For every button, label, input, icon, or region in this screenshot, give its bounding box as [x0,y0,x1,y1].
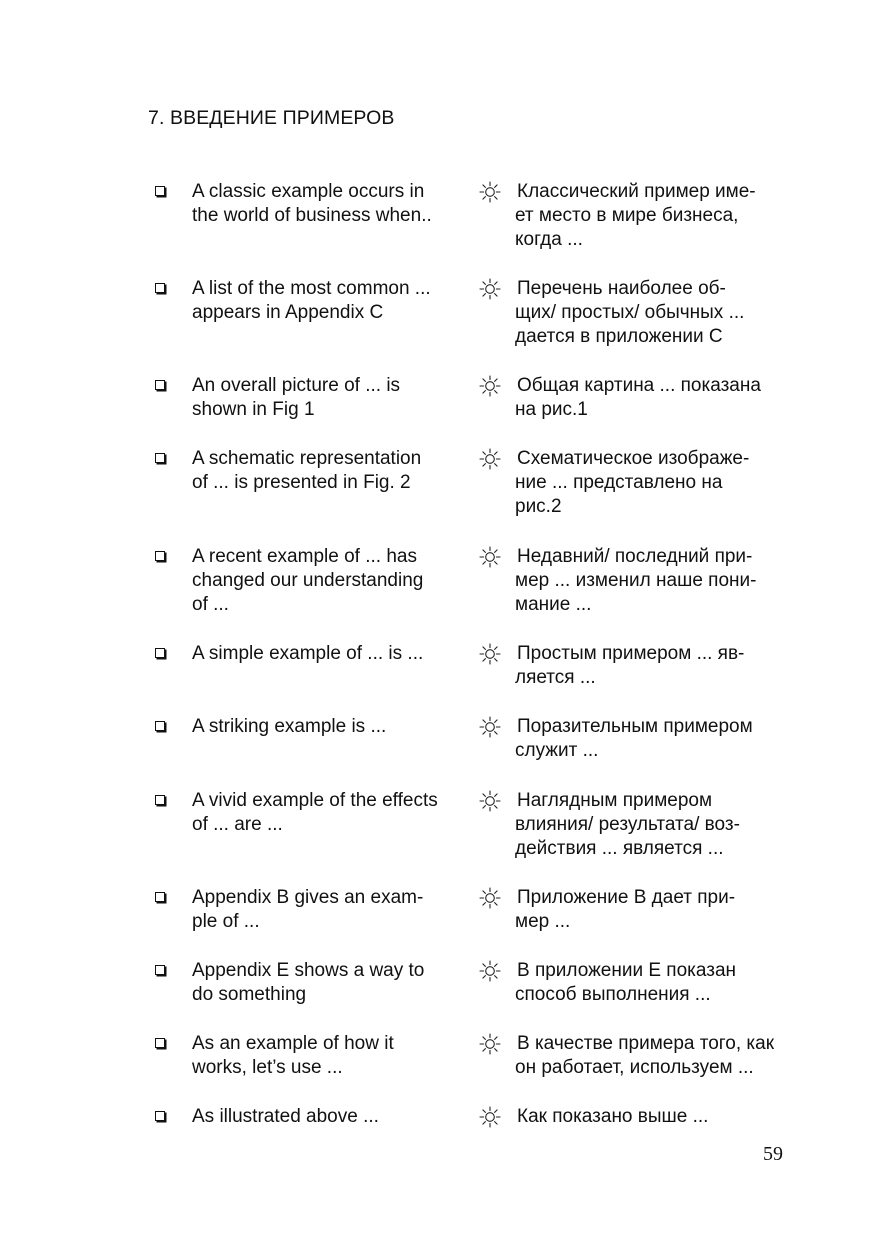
russian-translation-line: влияния/ результата/ воз- [515,814,740,835]
english-phrase-line: shown in Fig 1 [192,399,315,420]
checkbox-bullet-icon [155,380,165,390]
english-phrase-line: A schematic representation [192,448,422,469]
russian-translation-line: мание ... [515,594,592,615]
checkbox-bullet-icon [155,283,165,293]
russian-translation-line: дается в приложении С [515,326,723,347]
russian-translation [516,447,806,519]
english-phrase-line: Appendix B gives an exam- [192,887,424,908]
page-title: 7. ВВЕДЕНИЕ ПРИМЕРОВ [148,107,395,129]
english-phrase-line: A classic example occurs in [192,181,425,202]
russian-translation-line: он работает, используем ... [515,1057,754,1078]
page-number: 59 [763,1143,783,1165]
russian-translation-line: Классический пример име- [517,181,756,202]
english-phrase-line: As illustrated above ... [192,1106,379,1127]
sun-bullet-icon [479,960,501,982]
english-phrase-line: A recent example of ... has [192,546,417,567]
english-phrase-line: A simple example of ... is ... [192,643,424,664]
english-phrase-line: the world of business when.. [192,205,432,226]
russian-translation [516,642,806,690]
english-phrase-line: ple of ... [192,911,260,932]
russian-translation-line: мер ... изменил наше пони- [515,570,757,591]
russian-translation-line: Общая картина ... показана [517,375,761,396]
english-phrase-line: appears in Appendix C [192,302,384,323]
checkbox-bullet-icon [155,1038,165,1048]
sun-bullet-icon [479,278,501,300]
english-phrase-line: Appendix E shows a way to [192,960,425,981]
checkbox-bullet-icon [155,795,165,805]
russian-translation-line: Простым примером ... яв- [517,643,745,664]
english-phrase [192,180,472,228]
english-phrase-line: do something [192,984,307,1005]
sun-bullet-icon [479,643,501,665]
english-phrase-line: An overall picture of ... is [192,375,401,396]
russian-translation-line: ет место в мире бизнеса, [515,205,739,226]
english-phrase [192,1105,472,1129]
russian-translation-line: В качестве примера того, как [517,1033,775,1054]
russian-translation-line: когда ... [515,229,583,250]
russian-translation [516,1032,806,1080]
english-phrase-line: of ... is presented in Fig. 2 [192,472,411,493]
russian-translation-line: служит ... [515,740,599,761]
english-phrase [192,715,472,739]
russian-translation [516,886,806,934]
russian-translation [516,545,806,617]
russian-translation-line: рис.2 [515,496,562,517]
english-phrase [192,959,472,1007]
sun-bullet-icon [479,181,501,203]
russian-translation [516,374,806,422]
checkbox-bullet-icon [155,1111,165,1121]
russian-translation-line: ние ... представлено на [515,472,723,493]
russian-translation-line: действия ... является ... [515,838,724,859]
sun-bullet-icon [479,546,501,568]
english-phrase-line: A list of the most common ... [192,278,431,299]
russian-translation-line: Как показано выше ... [517,1106,709,1127]
russian-translation [516,1105,806,1129]
russian-translation-line: Приложение В дает при- [517,887,736,908]
russian-translation-line: Наглядным примером [517,790,713,811]
english-phrase [192,447,472,495]
checkbox-bullet-icon [155,551,165,561]
sun-bullet-icon [479,887,501,909]
russian-translation-line: на рис.1 [515,399,588,420]
russian-translation [516,959,806,1007]
russian-translation-line: Схематическое изображе- [517,448,750,469]
russian-translation-line: Недавний/ последний при- [517,546,753,567]
checkbox-bullet-icon [155,453,165,463]
russian-translation [516,789,806,861]
russian-translation-line: В приложении Е показан [517,960,737,981]
english-phrase [192,277,472,325]
sun-bullet-icon [479,375,501,397]
checkbox-bullet-icon [155,721,165,731]
russian-translation-line: способ выполнения ... [515,984,711,1005]
russian-translation [516,277,806,349]
english-phrase-line: of ... [192,594,229,615]
english-phrase-line: A striking example is ... [192,716,387,737]
russian-translation [516,715,806,763]
english-phrase [192,545,472,617]
english-phrase [192,886,472,934]
sun-bullet-icon [479,716,501,738]
checkbox-bullet-icon [155,965,165,975]
russian-translation-line: мер ... [515,911,571,932]
english-phrase-line: As an example of how it [192,1033,394,1054]
sun-bullet-icon [479,1106,501,1128]
sun-bullet-icon [479,1033,501,1055]
english-phrase [192,374,472,422]
english-phrase [192,1032,472,1080]
english-phrase-line: works, let’s use ... [192,1057,343,1078]
english-phrase-line: changed our understanding [192,570,424,591]
sun-bullet-icon [479,448,501,470]
sun-bullet-icon [479,790,501,812]
english-phrase-line: A vivid example of the effects [192,790,438,811]
checkbox-bullet-icon [155,186,165,196]
russian-translation-line: щих/ простых/ обычных ... [515,302,745,323]
english-phrase [192,789,472,837]
english-phrase [192,642,472,666]
russian-translation-line: Перечень наиболее об- [517,278,726,299]
russian-translation [516,180,806,252]
checkbox-bullet-icon [155,648,165,658]
russian-translation-line: ляется ... [515,667,596,688]
russian-translation-line: Поразительным примером [517,716,753,737]
english-phrase-line: of ... are ... [192,814,283,835]
checkbox-bullet-icon [155,892,165,902]
